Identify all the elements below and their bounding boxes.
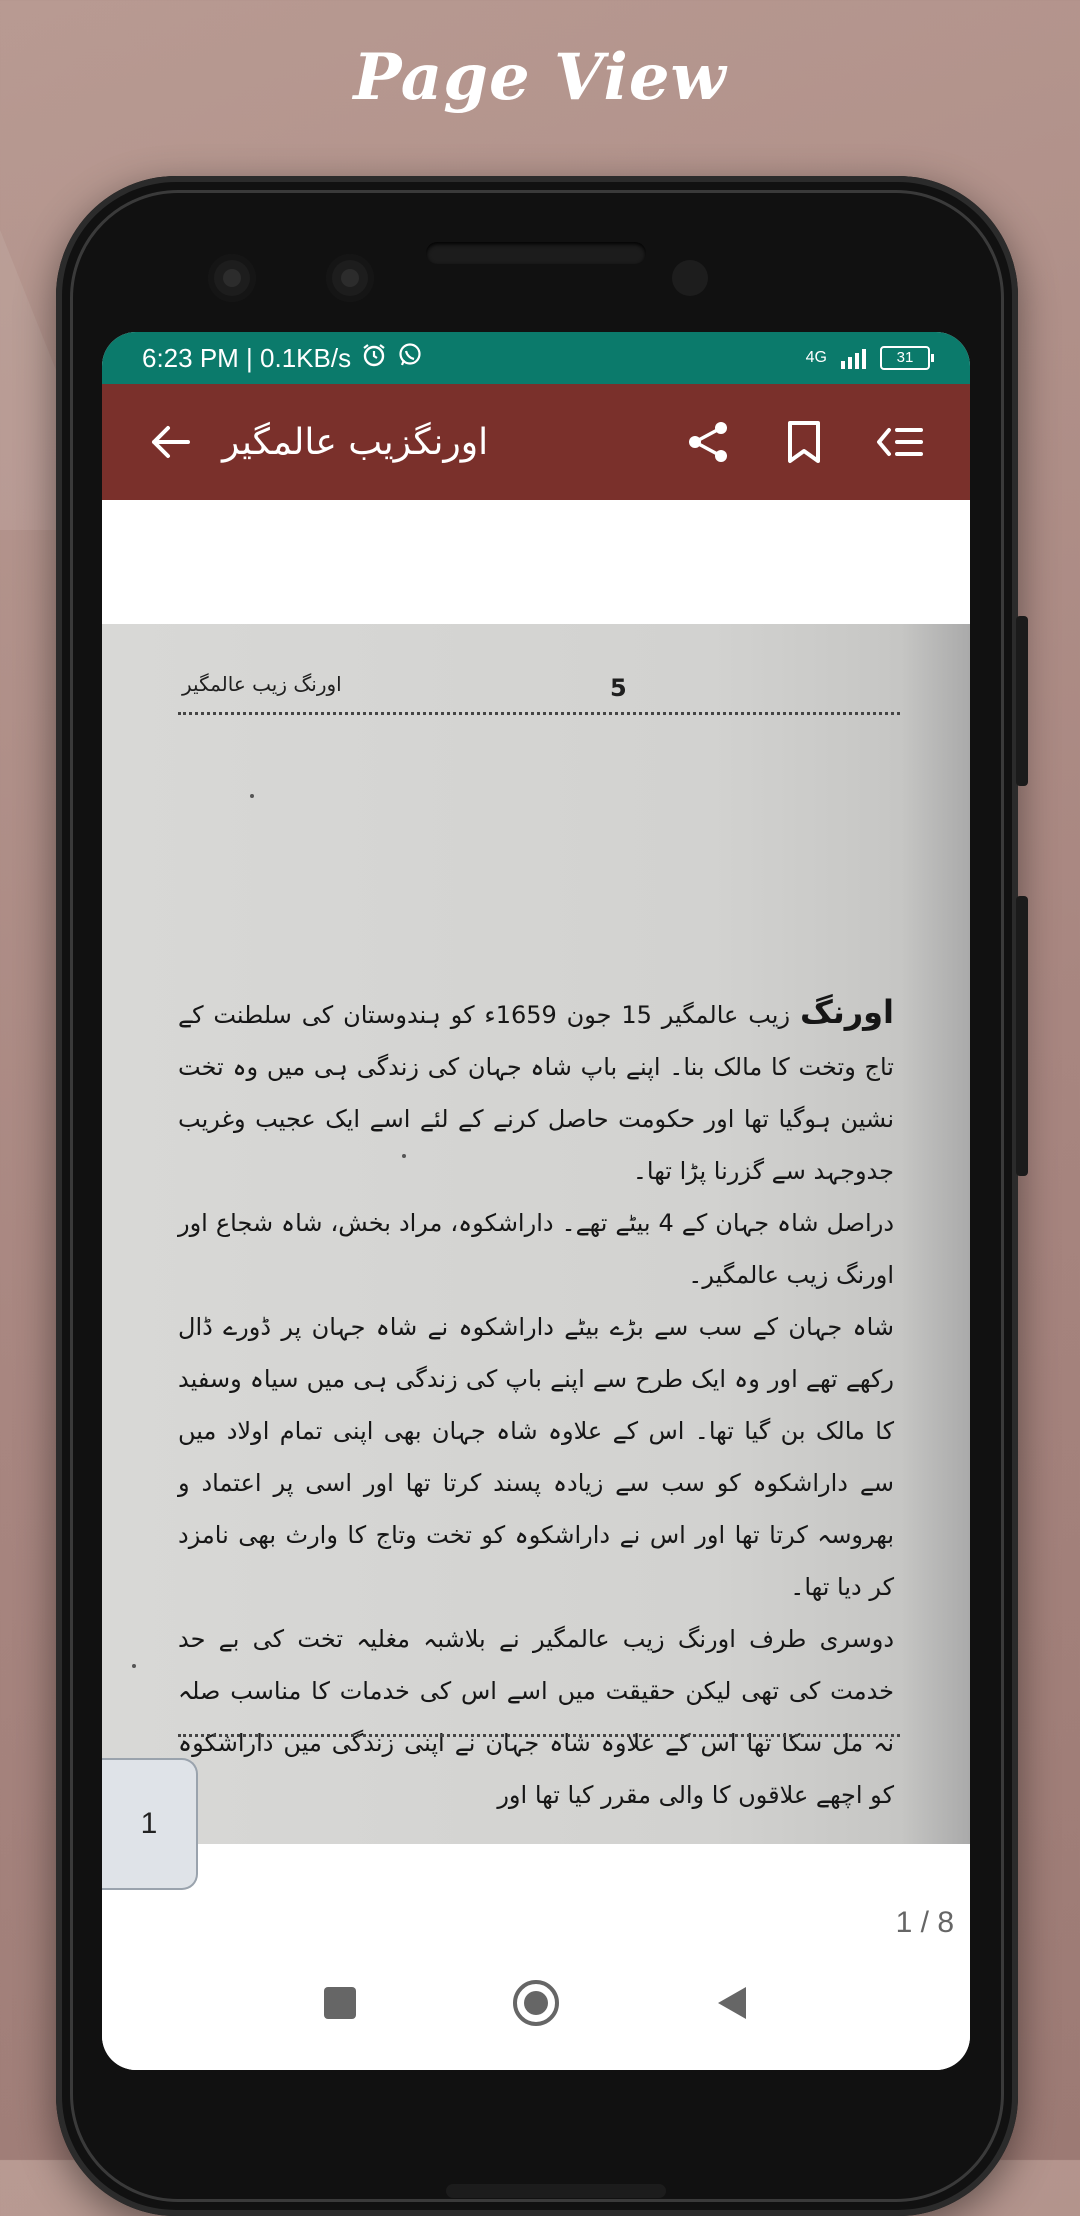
bookmark-icon[interactable]	[770, 408, 838, 476]
battery-icon: 31	[880, 346, 930, 370]
whatsapp-icon	[397, 342, 423, 375]
camera-icon	[326, 254, 374, 302]
phone-speaker	[426, 242, 646, 264]
scanned-page[interactable]	[102, 624, 970, 1844]
nav-square-icon[interactable]	[320, 1983, 360, 2027]
scan-book-title: اورنگ زیب عالمگیر	[182, 672, 342, 696]
paragraph: دراصل شاہ جہان کے 4 بیٹے تھے۔ داراشکوہ، مراد بخش، شاہ شجاع اور اورنگ زیب عالمگیر۔	[178, 1209, 895, 1289]
scan-page-number: 5	[610, 674, 627, 702]
phone-side-button	[1016, 616, 1028, 786]
footer-divider	[178, 1734, 900, 1737]
status-bar	[102, 332, 970, 384]
scan-header	[182, 670, 900, 710]
page-body-text	[178, 986, 894, 1821]
camera-icon	[208, 254, 256, 302]
scan-speck	[250, 794, 254, 798]
nav-back-icon[interactable]	[712, 1983, 752, 2027]
signal-icon	[841, 347, 866, 369]
network-type: 4G	[805, 349, 827, 366]
app-bar	[102, 384, 970, 500]
paragraph: دوسری طرف اورنگ زیب عالمگیر نے بلاشبہ مغلیہ تخت کی بے حد خدمت کی تھی لیکن حقیقت میں اسے اس کی خدمات کا مناسب صلہ نہ مل سکا تھا اس کے علاوہ شاہ جہان نے اپنی زندگی میں داراشکوہ کو اچھے علاقوں کا والی مقرر کیا تھا اور	[178, 1625, 894, 1809]
status-time-speed: 6:23 PM | 0.1KB/s	[142, 342, 352, 373]
contents-list-icon[interactable]	[866, 408, 934, 476]
back-arrow-icon[interactable]	[142, 414, 198, 470]
header-divider	[178, 712, 900, 715]
app-title: اورنگزیب عالمگیر	[222, 421, 489, 463]
page-counter: 1 / 8	[895, 1906, 954, 1939]
page-chip[interactable]: 1	[102, 1758, 198, 1890]
phone-bottom-slot	[446, 2184, 666, 2198]
share-icon[interactable]	[674, 408, 742, 476]
phone-screen	[102, 332, 970, 2070]
page-top-margin	[102, 500, 970, 624]
phone-side-button	[1016, 896, 1028, 1176]
paragraph: شاہ جہان کے سب سے بڑے بیٹے داراشکوہ نے شاہ جہان پر ڈورے ڈال رکھے تھے اور وہ ایک طرح سے اپنے باپ کی زندگی ہی میں سیاہ وسفید کا مالک بن گیا تھا۔ اس کے علاوہ شاہ جہان بھی اپنی تمام اولاد میں سے داراشکوہ کو سب سے زیادہ پسند کرتا تھا اور اسی پر اعتماد و بھروسہ کرتا تھا اور اس نے داراشکوہ کو تخت وتاج کا وارث بھی نامزد کر دیا تھا۔	[178, 1313, 894, 1601]
nav-home-icon[interactable]	[510, 1977, 562, 2033]
sensor-icon	[672, 260, 708, 296]
alarm-icon	[361, 342, 387, 375]
system-nav-bar	[102, 1940, 970, 2070]
paragraph: اورنگ زیب عالمگیر 15 جون 1659ء کو ہندوستان کی سلطنت کے تاج وتخت کا مالک بنا۔ اپنے باپ شاہ جہان کی زندگی ہی میں وہ تخت نشین ہوگیا تھا اور حکومت حاصل کرنے کے لئے اسے ایک عجیب وغریب جدوجہد سے گزرنا پڑا تھا۔	[178, 993, 894, 1185]
promo-title: Page View	[353, 40, 727, 115]
scan-speck	[132, 1664, 136, 1668]
